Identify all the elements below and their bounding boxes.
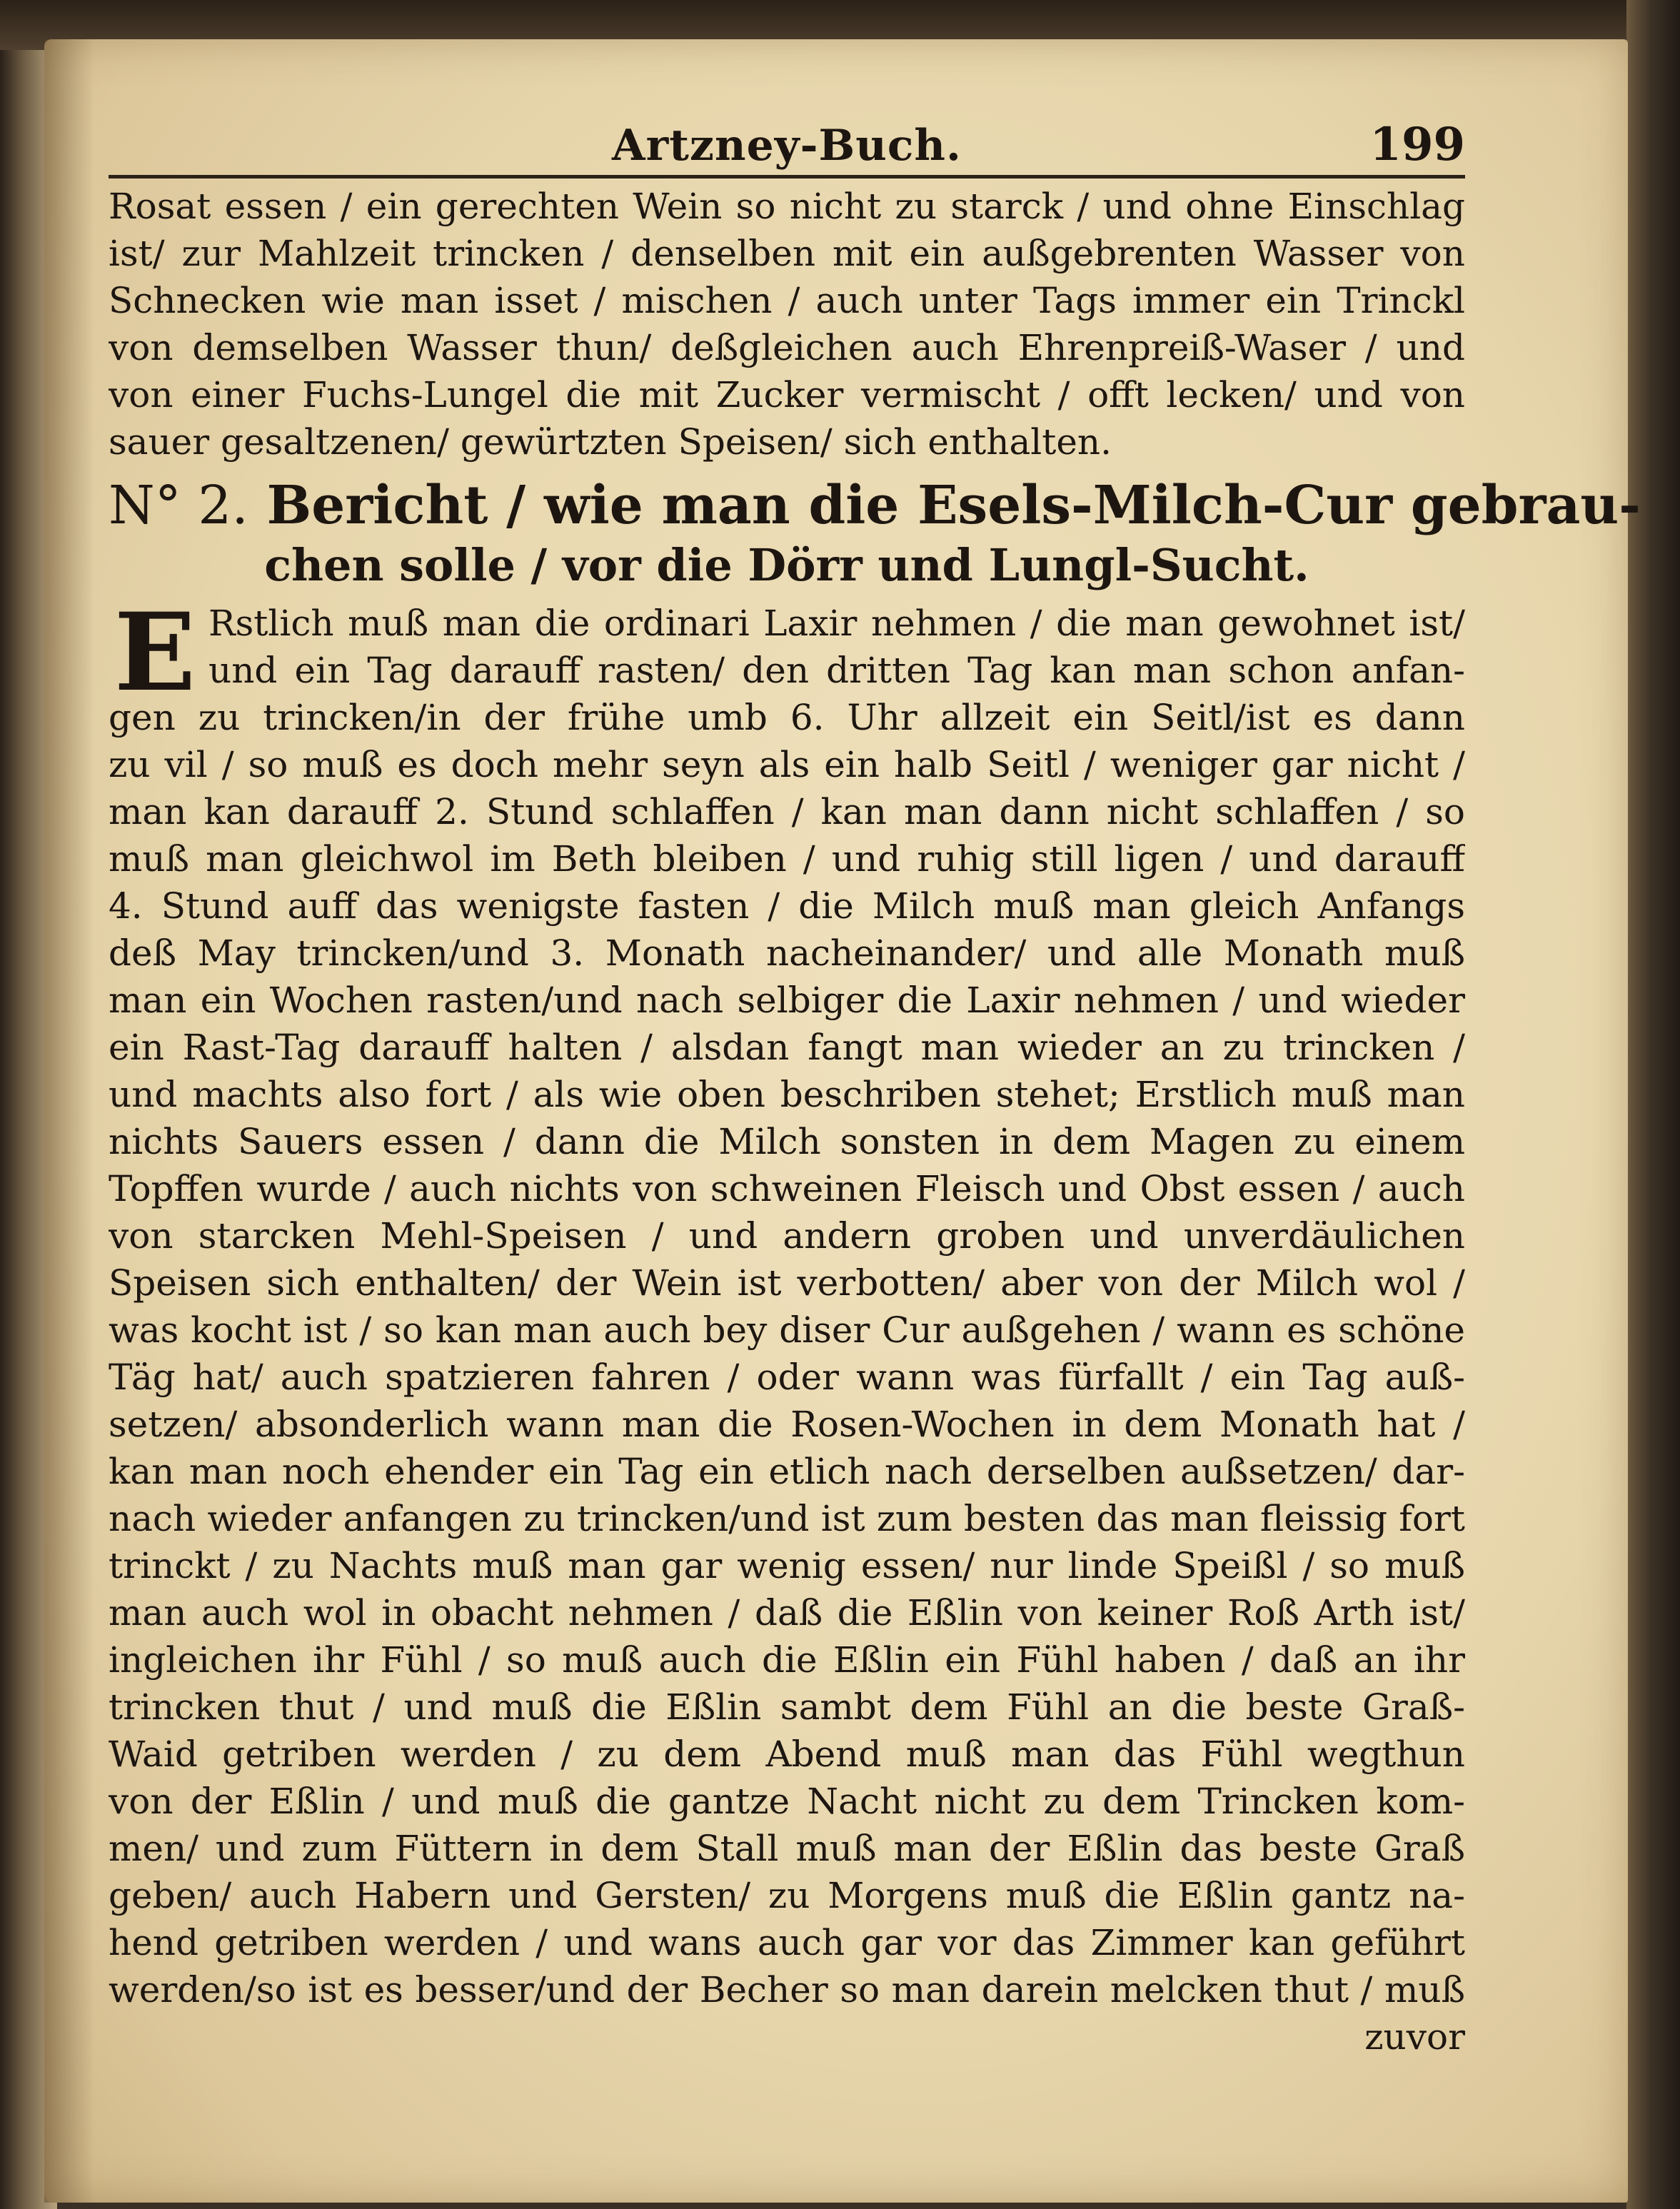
- page-header: [109, 111, 1465, 178]
- running-title: Artzney-Buch.: [612, 121, 962, 171]
- text-line: sauer gesaltzenen/ gewürtzten Speisen/ sich enthalten.: [109, 421, 1112, 463]
- text-line: geben/ auch Habern und Gersten/ zu Morgens muß die Eßlin gantz na-: [109, 1875, 1465, 1916]
- text-line: Waid getriben werden / zu dem Abend muß man das Fühl wegthun: [109, 1734, 1465, 1775]
- text-line: was kocht ist / so kan man auch bey diser Cur außgehen / wann es schöne: [109, 1309, 1465, 1351]
- text-line: nach wieder anfangen zu trincken/und ist zum besten das man fleissig fort: [109, 1498, 1465, 1539]
- catchword: zuvor: [1364, 2016, 1465, 2058]
- page-gutter-shadow: [44, 39, 94, 2203]
- book-fore-edge: [1626, 0, 1680, 2209]
- text-line: men/ und zum Füttern in dem Stall muß man der Eßlin das beste Graß: [109, 1828, 1465, 1869]
- text-line: muß man gleichwol im Beth bleiben / und ruhig still ligen / und darauff: [109, 838, 1465, 880]
- text-line: Schnecken wie man isset / mischen / auch unter Tags immer ein Trinckl: [109, 280, 1465, 321]
- page-number: 199: [1369, 118, 1465, 171]
- paragraph: [109, 590, 1465, 2013]
- text-line: von starcken Mehl-Speisen / und andern groben und unverdäulichen: [109, 1215, 1465, 1257]
- text-line: setzen/ absonderlich wann man die Rosen-Wochen in dem Monath hat /: [109, 1404, 1465, 1445]
- text-line: man ein Wochen rasten/und nach selbiger die Laxir nehmen / und wieder: [109, 980, 1465, 1021]
- text-line: trinckt / zu Nachts muß man gar wenig essen/ nur linde Speißl / so muß: [109, 1545, 1465, 1586]
- text-line: kan man noch ehender ein Tag ein etlich nach derselben außsetzen/ dar-: [109, 1451, 1465, 1492]
- text-block: [109, 111, 1641, 2060]
- text-line: man kan darauff 2. Stund schlaffen / kan man dann nicht schlaffen / so: [109, 791, 1465, 832]
- text-line: 4. Stund auff das wenigste fasten / die Milch muß man gleich Anfangs: [109, 885, 1465, 927]
- text-line: von demselben Wasser thun/ deßgleichen auch Ehrenpreiß-Waser / und: [109, 327, 1465, 368]
- drop-cap: E: [114, 590, 196, 715]
- section-heading: [109, 474, 1641, 537]
- text-line: und machts also fort / als wie oben beschriben stehet; Erstlich muß man: [109, 1074, 1465, 1115]
- text-line: ist/ zur Mahlzeit trincken / denselben mit ein außgebrenten Wasser von: [109, 233, 1465, 274]
- text-line: gen zu trincken/in der frühe umb 6. Uhr allzeit ein Seitl/ist es dann: [109, 697, 1465, 738]
- text-line: nichts Sauers essen / dann die Milch sonsten in dem Magen zu einem: [109, 1121, 1465, 1162]
- text-line: von der Eßlin / und muß die gantze Nacht nicht zu dem Trincken kom-: [109, 1781, 1465, 1822]
- text-line: und ein Tag darauff rasten/ den dritten Tag kan man schon anfan-: [208, 650, 1465, 691]
- text-line: ein Rast-Tag darauff halten / alsdan fangt man wieder an zu trincken /: [109, 1027, 1465, 1068]
- section-heading-line1: Bericht / wie man die Esels-Milch-Cur gebrau-: [266, 475, 1641, 536]
- text-line: man auch wol in obacht nehmen / daß die Eßlin von keiner Roß Arth ist/: [109, 1592, 1465, 1634]
- text-line: trincken thut / und muß die Eßlin sambt dem Fühl an die beste Graß-: [109, 1686, 1465, 1728]
- text-line: von einer Fuchs-Lungel die mit Zucker vermischt / offt lecken/ und von: [109, 374, 1465, 416]
- section-heading-line2: chen solle / vor die Dörr und Lungl-Sucht.: [264, 539, 1309, 591]
- text-line: Täg hat/ auch spatzieren fahren / oder wann was fürfallt / ein Tag auß-: [109, 1357, 1465, 1398]
- book-page: [44, 39, 1641, 2203]
- text-line: Speisen sich enthalten/ der Wein ist verbotten/ aber von der Milch wol /: [109, 1262, 1465, 1304]
- text-line: Topffen wurde / auch nichts von schweinen Fleisch und Obst essen / auch: [109, 1168, 1465, 1209]
- text-line: deß May trincken/und 3. Monath nacheinander/ und alle Monath muß: [109, 932, 1465, 974]
- text-line: Rstlich muß man die ordinari Laxir nehmen / die man gewohnet ist/: [208, 603, 1465, 644]
- text-line: ingleichen ihr Fühl / so muß auch die Eßlin ein Fühl haben / daß an ihr: [109, 1639, 1465, 1681]
- text-line: werden/so ist es besser/und der Becher so man darein melcken thut / muß: [109, 1969, 1465, 2011]
- text-line: Rosat essen / ein gerechten Wein so nicht zu starck / und ohne Einschlag: [109, 186, 1465, 227]
- text-line: hend getriben werden / und wans auch gar vor das Zimmer kan geführt: [109, 1922, 1465, 1963]
- section-number: N° 2.: [109, 475, 248, 536]
- text-line: zu vil / so muß es doch mehr seyn als ein halb Seitl / weniger gar nicht /: [109, 744, 1465, 785]
